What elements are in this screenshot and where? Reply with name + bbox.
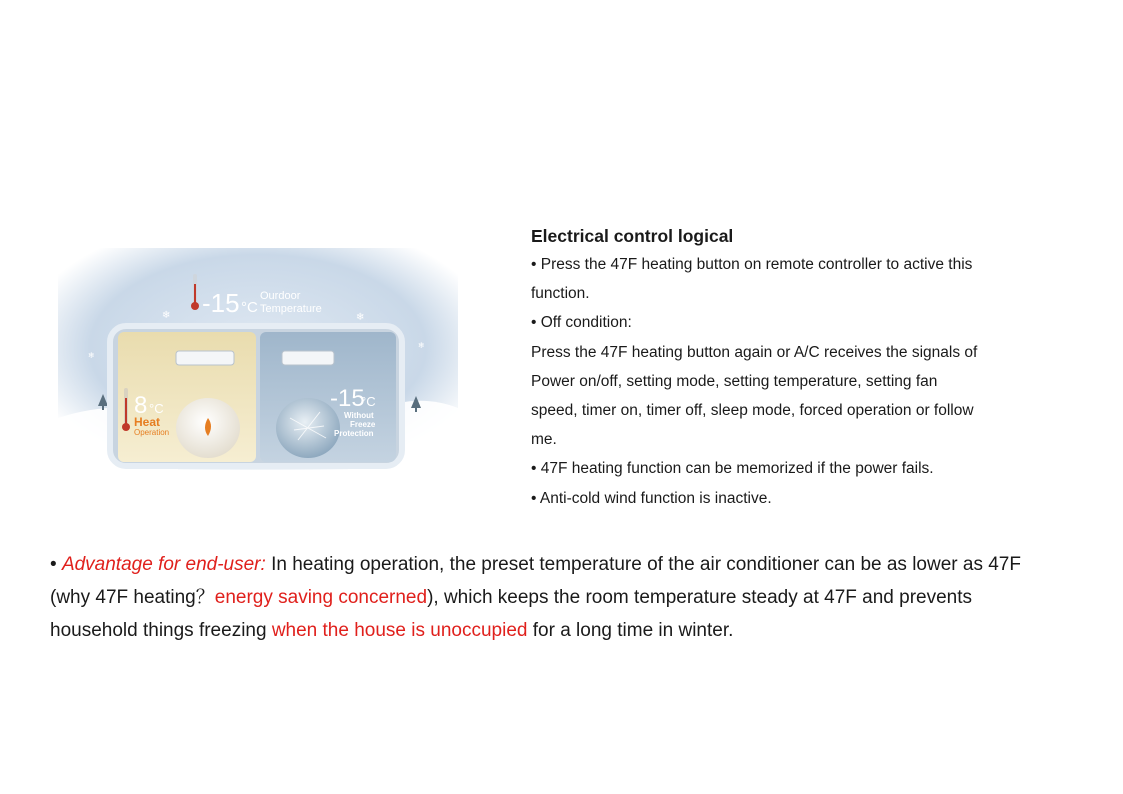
control-line: • Off condition: xyxy=(531,314,632,332)
advantage-text: In heating operation, the preset temperature of the air conditioner can be as lower as 47F (why 47F heating？ xyxy=(50,554,1021,608)
snowflake-icon: ❄ xyxy=(88,351,95,360)
cold-label-line3: Protection xyxy=(334,429,374,438)
control-line: • Press the 47F heating button on remote controller to active this xyxy=(531,256,973,273)
control-line: speed, timer on, timer off, sleep mode, forced operation or follow xyxy=(531,402,974,420)
control-line: me. xyxy=(531,431,557,449)
warm-label-line2: Operation xyxy=(134,428,170,437)
cold-temp: -15 xyxy=(330,385,365,412)
outdoor-label-line2: Temperature xyxy=(260,303,322,315)
control-line: • Anti-cold wind function is inactive. xyxy=(531,489,772,507)
bullet: • xyxy=(50,554,62,575)
cold-label-line2: Freeze xyxy=(350,420,376,429)
control-line: • 47F heating function can be memorized if the power fails. xyxy=(531,460,934,478)
outdoor-label-line1: Ourdoor xyxy=(260,290,301,302)
ac-unit-icon xyxy=(282,351,334,365)
heating-illustration xyxy=(58,248,458,470)
cold-label-line1: Without xyxy=(344,411,374,420)
ac-unit-icon xyxy=(176,351,234,365)
warm-label-line1: Heat xyxy=(134,415,161,429)
outdoor-unit: °C xyxy=(241,299,258,316)
outdoor-temp: -15 xyxy=(202,288,240,318)
warm-unit: °C xyxy=(149,401,164,416)
cold-unit: °C xyxy=(361,394,376,409)
control-line: Power on/off, setting mode, setting temperature, setting fan xyxy=(531,372,938,390)
control-line: Press the 47F heating button again or A/C receives the signals of xyxy=(531,343,978,361)
warm-temp: 8 xyxy=(134,392,148,419)
control-logic-section xyxy=(531,222,1071,513)
advantage-text: for a long time in winter. xyxy=(527,620,734,641)
snowflake-icon: ❄ xyxy=(356,312,365,323)
advantage-label: Advantage for end-user: xyxy=(61,554,266,575)
control-line: function. xyxy=(531,285,590,303)
snowflake-icon: ❄ xyxy=(418,341,425,350)
highlight-energy-saving: energy saving concerned xyxy=(214,587,428,608)
highlight-unoccupied: when the house is unoccupied xyxy=(271,620,528,641)
snowflake-icon: ❄ xyxy=(162,310,171,321)
advantage-paragraph xyxy=(50,548,1060,647)
advantage-text: ), which keeps the room temperature steady at 47F and prevents household things freezing xyxy=(50,587,973,641)
section-title: Electrical control logical xyxy=(531,226,734,246)
